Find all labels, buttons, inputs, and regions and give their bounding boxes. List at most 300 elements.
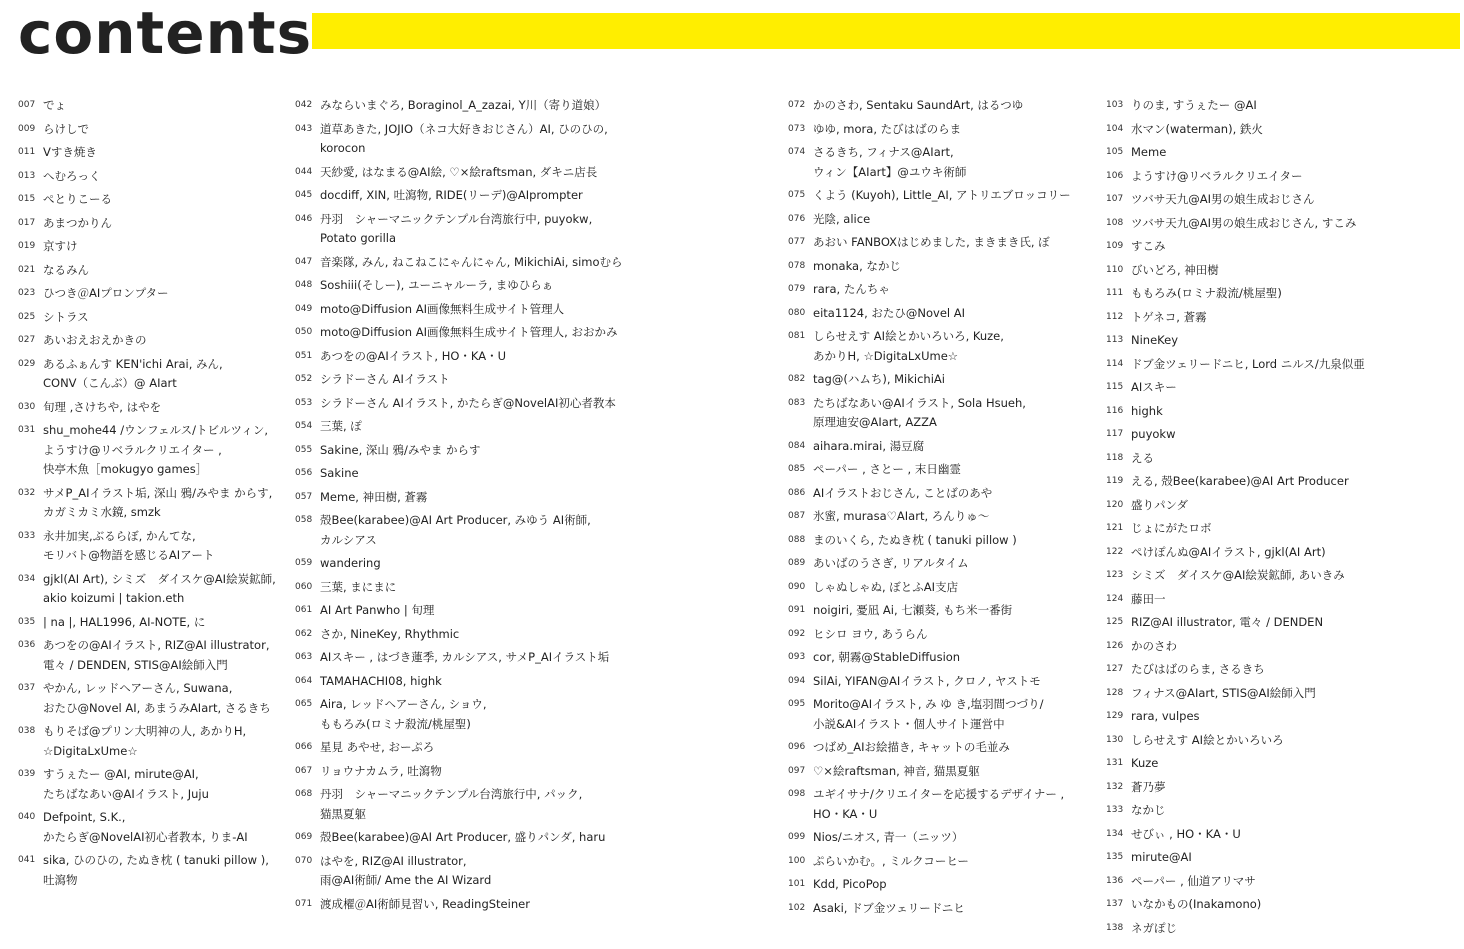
page-number: 017 [18,217,36,228]
contents-entry [295,554,645,574]
page-number: 126 [1106,640,1124,651]
page-number: 095 [788,699,806,709]
artist-names: 音楽隊, みん, ねこねこにゃんにゃん, MikichiAi, simoむら [320,254,623,269]
artist-names: あいばのうさぎ, リアルタイム [813,556,969,570]
artist-names: すこみ [1131,239,1166,253]
contents-entry [1106,519,1460,539]
contents-entry [788,460,1098,480]
contents-entry [18,613,290,633]
contents-entry [295,96,645,116]
contents-entry [295,578,645,598]
artist-names: ぷらいかむ。, ミルクコーヒー [813,853,969,868]
artist-names: ゆゆ, mora, たびはばのらま [813,121,962,136]
contents-entry [295,441,645,461]
contents-entry [1106,402,1460,422]
contents-entry [295,601,645,621]
contents-entry [295,464,645,484]
page-number: 105 [1106,147,1124,157]
artist-names: Kuze [1131,756,1159,770]
page-number: 114 [1106,358,1124,369]
contents-entry [1106,425,1460,445]
page-number: 032 [18,487,36,498]
contents-entry [295,488,645,508]
page-number: 122 [1106,546,1124,557]
artist-names: あいおえおえかきの [43,333,147,347]
contents-entry [788,852,1098,872]
artist-names: さか, NineKey, Rhythmic [320,626,460,641]
contents-entry [1106,496,1460,516]
contents-entry [18,527,290,566]
contents-entry [18,765,290,804]
contents-entry [1106,613,1460,633]
page-number: 121 [1106,523,1124,533]
contents-entry [788,186,1098,206]
contents-column-3 [788,96,1098,922]
artist-names: AIスキー [1131,380,1177,394]
artist-names: Nios/ニオス, 青一（ニッツ） [813,830,964,844]
artist-names: AIスキー , はづき蓮季, カルシアス, サメP_AIイラスト垢 [320,650,610,664]
page-number: 088 [788,534,806,545]
contents-entry [1106,707,1460,727]
page-number: 067 [295,765,313,776]
page-number: 071 [295,898,313,909]
page-number: 060 [295,581,313,592]
page-number: 108 [1106,217,1124,228]
artist-names: みならいまぐろ, Boraginol_A_zazai, Y川（寄り道娘） [320,98,607,112]
artist-names: はやを, RIZ@AI illustrator, 雨@AI術師/ Ame the AI Wizard [320,853,492,887]
page-number: 137 [1106,899,1124,909]
page-number: 033 [18,530,36,541]
page-number: 056 [295,468,313,478]
artist-names: ヒシロ ヨウ, あうらん [813,626,928,641]
page-number: 075 [788,190,806,200]
page-number: 062 [295,628,313,639]
page-number: 021 [18,264,36,275]
page-number: 111 [1106,288,1124,298]
artist-names: moto@Diffusion AI画像無料生成サイト管理人, おおかみ [320,325,618,339]
page-number: 025 [18,311,36,322]
contents-entry [18,722,290,761]
contents-entry [1106,895,1460,915]
contents-entry [788,370,1098,390]
contents-entry [788,762,1098,782]
contents-entry [1106,120,1460,140]
page-number: 110 [1106,264,1124,275]
artist-names: あまつかりん [43,215,112,230]
contents-entry [295,785,645,824]
page-number: 119 [1106,476,1124,486]
page-number: 063 [295,652,313,662]
contents-entry [788,257,1098,277]
page-number: 073 [788,123,806,134]
artist-names: シラドーさん AIイラスト, かたらぎ@NovelAI初心者教本 [320,395,616,410]
page-number: 133 [1106,805,1124,815]
page-number: 123 [1106,570,1124,580]
contents-entry [788,695,1098,734]
artist-names: ツバサ天九@AI男の娘生成おじさん [1131,192,1315,206]
page-number: 089 [788,558,806,568]
page-number: 055 [295,444,313,455]
contents-entry [1106,754,1460,774]
artist-names: あおい FANBOXはじめました, まきまき氏, ぼ [813,235,1050,249]
contents-entry [788,437,1098,457]
artist-names: でょ [43,98,66,112]
page-number: 079 [788,284,806,294]
page-number: 091 [788,605,806,615]
artist-names: らけしで [43,121,89,136]
page-number: 039 [18,769,36,779]
artist-names: TAMAHACHI08, highk [320,673,442,688]
page-number: 136 [1106,875,1124,886]
page-number: 044 [295,166,313,177]
page-number: 086 [788,487,806,498]
contents-entry [788,96,1098,116]
contents-entry [18,120,290,140]
artist-names: Meme [1131,145,1167,159]
contents-entry [295,210,645,249]
contents-entry [295,300,645,320]
page-number: 129 [1106,711,1124,721]
contents-entry [788,899,1098,919]
page-number: 112 [1106,311,1124,322]
page-number: 103 [1106,100,1124,110]
artist-names: rara, vulpes [1131,709,1200,723]
contents-entry [18,143,290,163]
page-number: 027 [18,335,36,345]
contents-entry [1106,872,1460,892]
page-number: 076 [788,213,806,224]
contents-entry [295,511,645,550]
page-number: 078 [788,260,806,271]
page-number: 034 [18,573,36,584]
page-number: 069 [295,832,313,842]
artist-names: ペーパー , さとー , 末日幽霊 [813,462,961,476]
page-number: 052 [295,374,313,384]
page-number: 048 [295,280,313,290]
artist-names: かのさわ [1131,638,1177,653]
artist-names: やかん, レッドヘアーさん, Suwana, おたひ@Novel AI, あまうみAIart, さるきち [43,681,271,715]
contents-entry [1106,237,1460,257]
artist-names: ひつき＠AIプロンプター [43,286,169,300]
page-number: 099 [788,832,806,842]
artist-names: せびぃ , HO・KA・U [1131,826,1241,841]
artist-names: つばめ_AIお絵描き, キャットの毛並み [813,740,1010,754]
contents-entry [295,253,645,273]
artist-names: りのま, すうぇたー @AI [1131,98,1257,112]
page-number: 132 [1106,781,1124,792]
artist-names: 水マン(waterman), 鉄火 [1131,121,1263,136]
page-number: 083 [788,397,806,408]
page-number: 066 [295,742,313,752]
artist-names: しゃぬしゃぬ, ぼとふAI支店 [813,579,959,594]
artist-names: ネガぽじ [1131,920,1177,935]
contents-entry [18,808,290,847]
contents-entry [295,852,645,891]
contents-column-4 [1106,96,1460,942]
page-number: 061 [295,605,313,615]
contents-entry [1106,214,1460,234]
contents-entry [18,237,290,257]
artist-names: rara, たんちゃ [813,282,890,296]
artist-names: Soshiii(そしー), ユーニャルーラ, まゆひらぁ [320,278,554,292]
page-number: 090 [788,581,806,592]
contents-entry [788,280,1098,300]
page-number: 116 [1106,405,1124,416]
contents-entry [1106,167,1460,187]
artist-names: 三葉, まにまに [320,579,397,594]
artist-names: しらせえす AI絵とかいろいろ, Kuze, あかりH, ☆DigitaLxUme☆ [813,329,1004,363]
contents-entry [1106,190,1460,210]
contents-entry [295,672,645,692]
contents-entry [788,578,1098,598]
contents-entry [295,895,645,915]
artist-names: すうぇたー @AI, mirute@AI, たちばなあい@AIイラスト, Juju [43,767,209,801]
page-number: 029 [18,358,36,369]
page-number: 074 [788,147,806,157]
page-number: 045 [295,190,313,200]
artist-names: 永井加実,ぶるらぼ, かんてな, モリバト@物語を感じるAIアート [43,528,215,562]
artist-names: 天紗愛, はなまる@AI絵, ♡×絵raftsman, ダキニ店長 [320,164,598,179]
contents-entry [788,143,1098,182]
page-number: 057 [295,491,313,502]
artist-names: mirute@AI [1131,850,1192,864]
contents-entry [18,214,290,234]
artist-names: サメP_AIイラスト垢, 深山 鴉/みやま からす, カガミカミ水鏡, smzk [43,485,273,519]
contents-entry [1106,472,1460,492]
contents-entry [1106,848,1460,868]
page-number: 135 [1106,852,1124,862]
contents-entry [788,648,1098,668]
artist-names: なるみん [43,262,89,277]
contents-entry [788,554,1098,574]
artist-names: なかじ [1131,803,1166,817]
page-number: 092 [788,628,806,639]
contents-entry [18,190,290,210]
artist-names: 道草あきた, JOJIO（ネコ大好きおじさん）AI, ひのひの, korocon [320,121,608,155]
artist-names: びいどろ, 神田樹 [1131,262,1219,277]
page-number: 107 [1106,194,1124,204]
contents-entry [788,785,1098,824]
contents-entry [788,507,1098,527]
artist-names: shu_mohe44 /ウンフェルス/トビルツィン, ようすけ@リベラルクリエイター , 快亭木魚［mokugyo games］ [43,423,269,476]
artist-names: ドブ金ツェリードニヒ, Lord ニルス/九泉似亜 [1131,356,1365,371]
contents-entry [295,762,645,782]
artist-names: Kdd, PicoPop [813,877,887,891]
page-number: 011 [18,147,36,157]
page-number: 115 [1106,382,1124,392]
contents-entry [295,120,645,159]
contents-entry [295,186,645,206]
artist-names: ぺけぽんぬ@AIイラスト, gjkl(AI Art) [1131,544,1326,559]
contents-entry [788,531,1098,551]
page-number: 037 [18,683,36,693]
page-number: 040 [18,812,36,822]
page-number: 019 [18,241,36,251]
contents-entry [295,738,645,758]
page-number: 082 [788,374,806,384]
page-number: 093 [788,652,806,662]
artist-names: AIイラストおじさん, ことばのあや [813,485,993,500]
artist-names: 蒼乃夢 [1131,779,1166,794]
artist-names: Defpoint, S.K., かたらぎ@NovelAI初心者教本, りま-AI [43,810,248,844]
artist-names: sika, ひのひの, たぬき枕 ( tanuki pillow ), 吐瀉物 [43,853,269,887]
page-number: 117 [1106,429,1124,439]
artist-names: 旬理 ,さけちや, はやを [43,399,162,414]
page-number: 043 [295,123,313,134]
artist-names: まのいくら, たぬき枕 ( tanuki pillow ) [813,532,1017,547]
artist-names: あるふぁんす KEN'ichi Arai, みん, CONV（こんぶ）@ AIart [43,356,223,390]
contents-entry [18,484,290,523]
page-number: 030 [18,401,36,412]
contents-entry [18,261,290,281]
page-number: 070 [295,855,313,866]
artist-names: さるきち, フィナス@AIart, ウィン【AIart】@ユウキ術師 [813,145,967,179]
contents-entry [788,738,1098,758]
artist-names: noigiri, 憂凪 Ai, 七瀬葵, もち米一番街 [813,603,1013,617]
contents-entry [1106,284,1460,304]
artist-names: ユギイサナ/クリエイターを応援するデザイナー , HO・KA・U [813,787,1065,821]
page-number: 080 [788,307,806,318]
artist-names: 丹羽 シャーマニックテンプル台湾旅行中, puyokw, Potato gorilla [320,211,593,245]
artist-names: moto@Diffusion AI画像無料生成サイト管理人 [320,301,565,316]
page-number: 009 [18,123,36,134]
contents-entry [18,96,290,116]
page-number: 053 [295,397,313,408]
contents-entry [295,417,645,437]
page-number: 130 [1106,734,1124,745]
page-number: 036 [18,640,36,650]
contents-entry [18,167,290,187]
artist-names: RIZ@AI illustrator, 電々 / DENDEN [1131,615,1324,629]
contents-entry [295,828,645,848]
artist-names: たちばなあい@AIイラスト, Sola Hsueh, 原理迪安@AIart, AZZA [813,395,1026,429]
artist-names: eita1124, おたひ@Novel AI [813,305,966,320]
artist-names: フィナス@AIart, STIS@AI絵師入門 [1131,685,1316,700]
contents-entry [788,304,1098,324]
artist-names: Aira, レッドヘアーさん, ショウ, ももろみ(ロミナ殺流/桃屋聖) [320,697,487,731]
page-number: 068 [295,789,313,799]
page-number: 084 [788,440,806,451]
artist-names: 氷蜜, murasa♡AIart, ろんりゅ～ [813,509,990,523]
title-accent-bar [312,13,1460,49]
page-number: 085 [788,464,806,474]
artist-names: トゲネコ, 蒼霧 [1131,309,1207,324]
contents-entry [788,601,1098,621]
artist-names: 殻Bee(karabee)@AI Art Producer, 盛りパンダ, haru [320,830,606,844]
artist-names: たびはばのらま, さるきち [1131,662,1265,676]
artist-names: リョウナカムラ, 吐瀉物 [320,763,442,778]
page-number: 120 [1106,499,1124,510]
contents-entry [18,570,290,609]
contents-entry [1106,590,1460,610]
contents-entry [18,398,290,418]
page-number: 049 [295,303,313,314]
contents-entry [1106,143,1460,163]
artist-names: 京すけ [43,239,78,253]
contents-entry [1106,96,1460,116]
contents-entry [788,625,1098,645]
page-number: 113 [1106,335,1124,345]
contents-entry [295,695,645,734]
page-number: 064 [295,675,313,686]
contents-entry [18,636,290,675]
page-number: 131 [1106,758,1124,768]
page-number: 102 [788,902,806,913]
page-number: 023 [18,288,36,298]
contents-entry [18,421,290,480]
artist-names: 光陰, alice [813,211,871,226]
artist-names: シミズ ダイスケ@AI絵炭鉱師, あいきみ [1131,568,1345,582]
page-number: 058 [295,515,313,525]
contents-entry [788,484,1098,504]
contents-entry [788,210,1098,230]
contents-entry [1106,543,1460,563]
artist-names: ようすけ@リベラルクリエイター [1131,168,1303,183]
artist-names: Morito@AIイラスト, み ゆ き,塩羽間つづり/ 小説&AIイラスト・個人サイト運営中 [813,697,1044,731]
artist-names: cor, 朝霧@StableDiffusion [813,650,961,664]
contents-entry [788,327,1098,366]
artist-names: へむろっく [43,168,101,183]
page-number: 096 [788,742,806,752]
contents-entry [295,323,645,343]
artist-names: あつをの@AIイラスト, HO・KA・U [320,348,507,363]
artist-names: SilAi, YIFAN@AIイラスト, クロノ, ヤストモ [813,673,1041,688]
page-number: 046 [295,213,313,224]
contents-entry [788,828,1098,848]
contents-entry [788,875,1098,895]
contents-entry [18,851,290,890]
artist-names: もりそば@プリン大明神の人, あかりH, ☆DigitaLxUme☆ [43,724,247,758]
artist-names: じょにがたロボ [1131,521,1212,535]
contents-entry [1106,308,1460,328]
contents-entry [1106,637,1460,657]
contents-entry [18,308,290,328]
page-number: 127 [1106,664,1124,674]
contents-entry [295,276,645,296]
page-number: 124 [1106,593,1124,604]
page-number: 047 [295,256,313,267]
artist-names: Sakine, 深山 鴉/みやま からす [320,442,481,457]
contents-column-2 [295,96,645,918]
contents-entry [18,355,290,394]
artist-names: ♡×絵raftsman, 神音, 猫黒夏躯 [813,763,980,778]
page-number: 134 [1106,828,1124,839]
contents-entry [1106,801,1460,821]
contents-entry [295,625,645,645]
page-number: 098 [788,789,806,799]
page-number: 128 [1106,687,1124,698]
page-number: 059 [295,558,313,568]
contents-entry [1106,919,1460,939]
artist-names: 殻Bee(karabee)@AI Art Producer, みゆう AI術師, カルシアス [320,513,591,547]
artist-names: Asaki, ドブ金ツェリードニヒ [813,900,965,915]
page-number: 038 [18,726,36,736]
page-number: 050 [295,327,313,337]
contents-entry [1106,378,1460,398]
artist-names: 星見 あやせ, おーぷろ [320,740,435,754]
page-number: 104 [1106,123,1124,134]
page-number: 065 [295,699,313,709]
contents-entry [1106,355,1460,375]
page-number: 125 [1106,617,1124,627]
page-number: 118 [1106,452,1124,463]
page-number: 081 [788,331,806,341]
page-number: 013 [18,170,36,181]
artist-names: Vすき焼き [43,145,97,159]
contents-entry [295,163,645,183]
artist-names: かのさわ, Sentaku SaundArt, はるつゆ [813,98,1024,112]
page-number: 035 [18,616,36,627]
